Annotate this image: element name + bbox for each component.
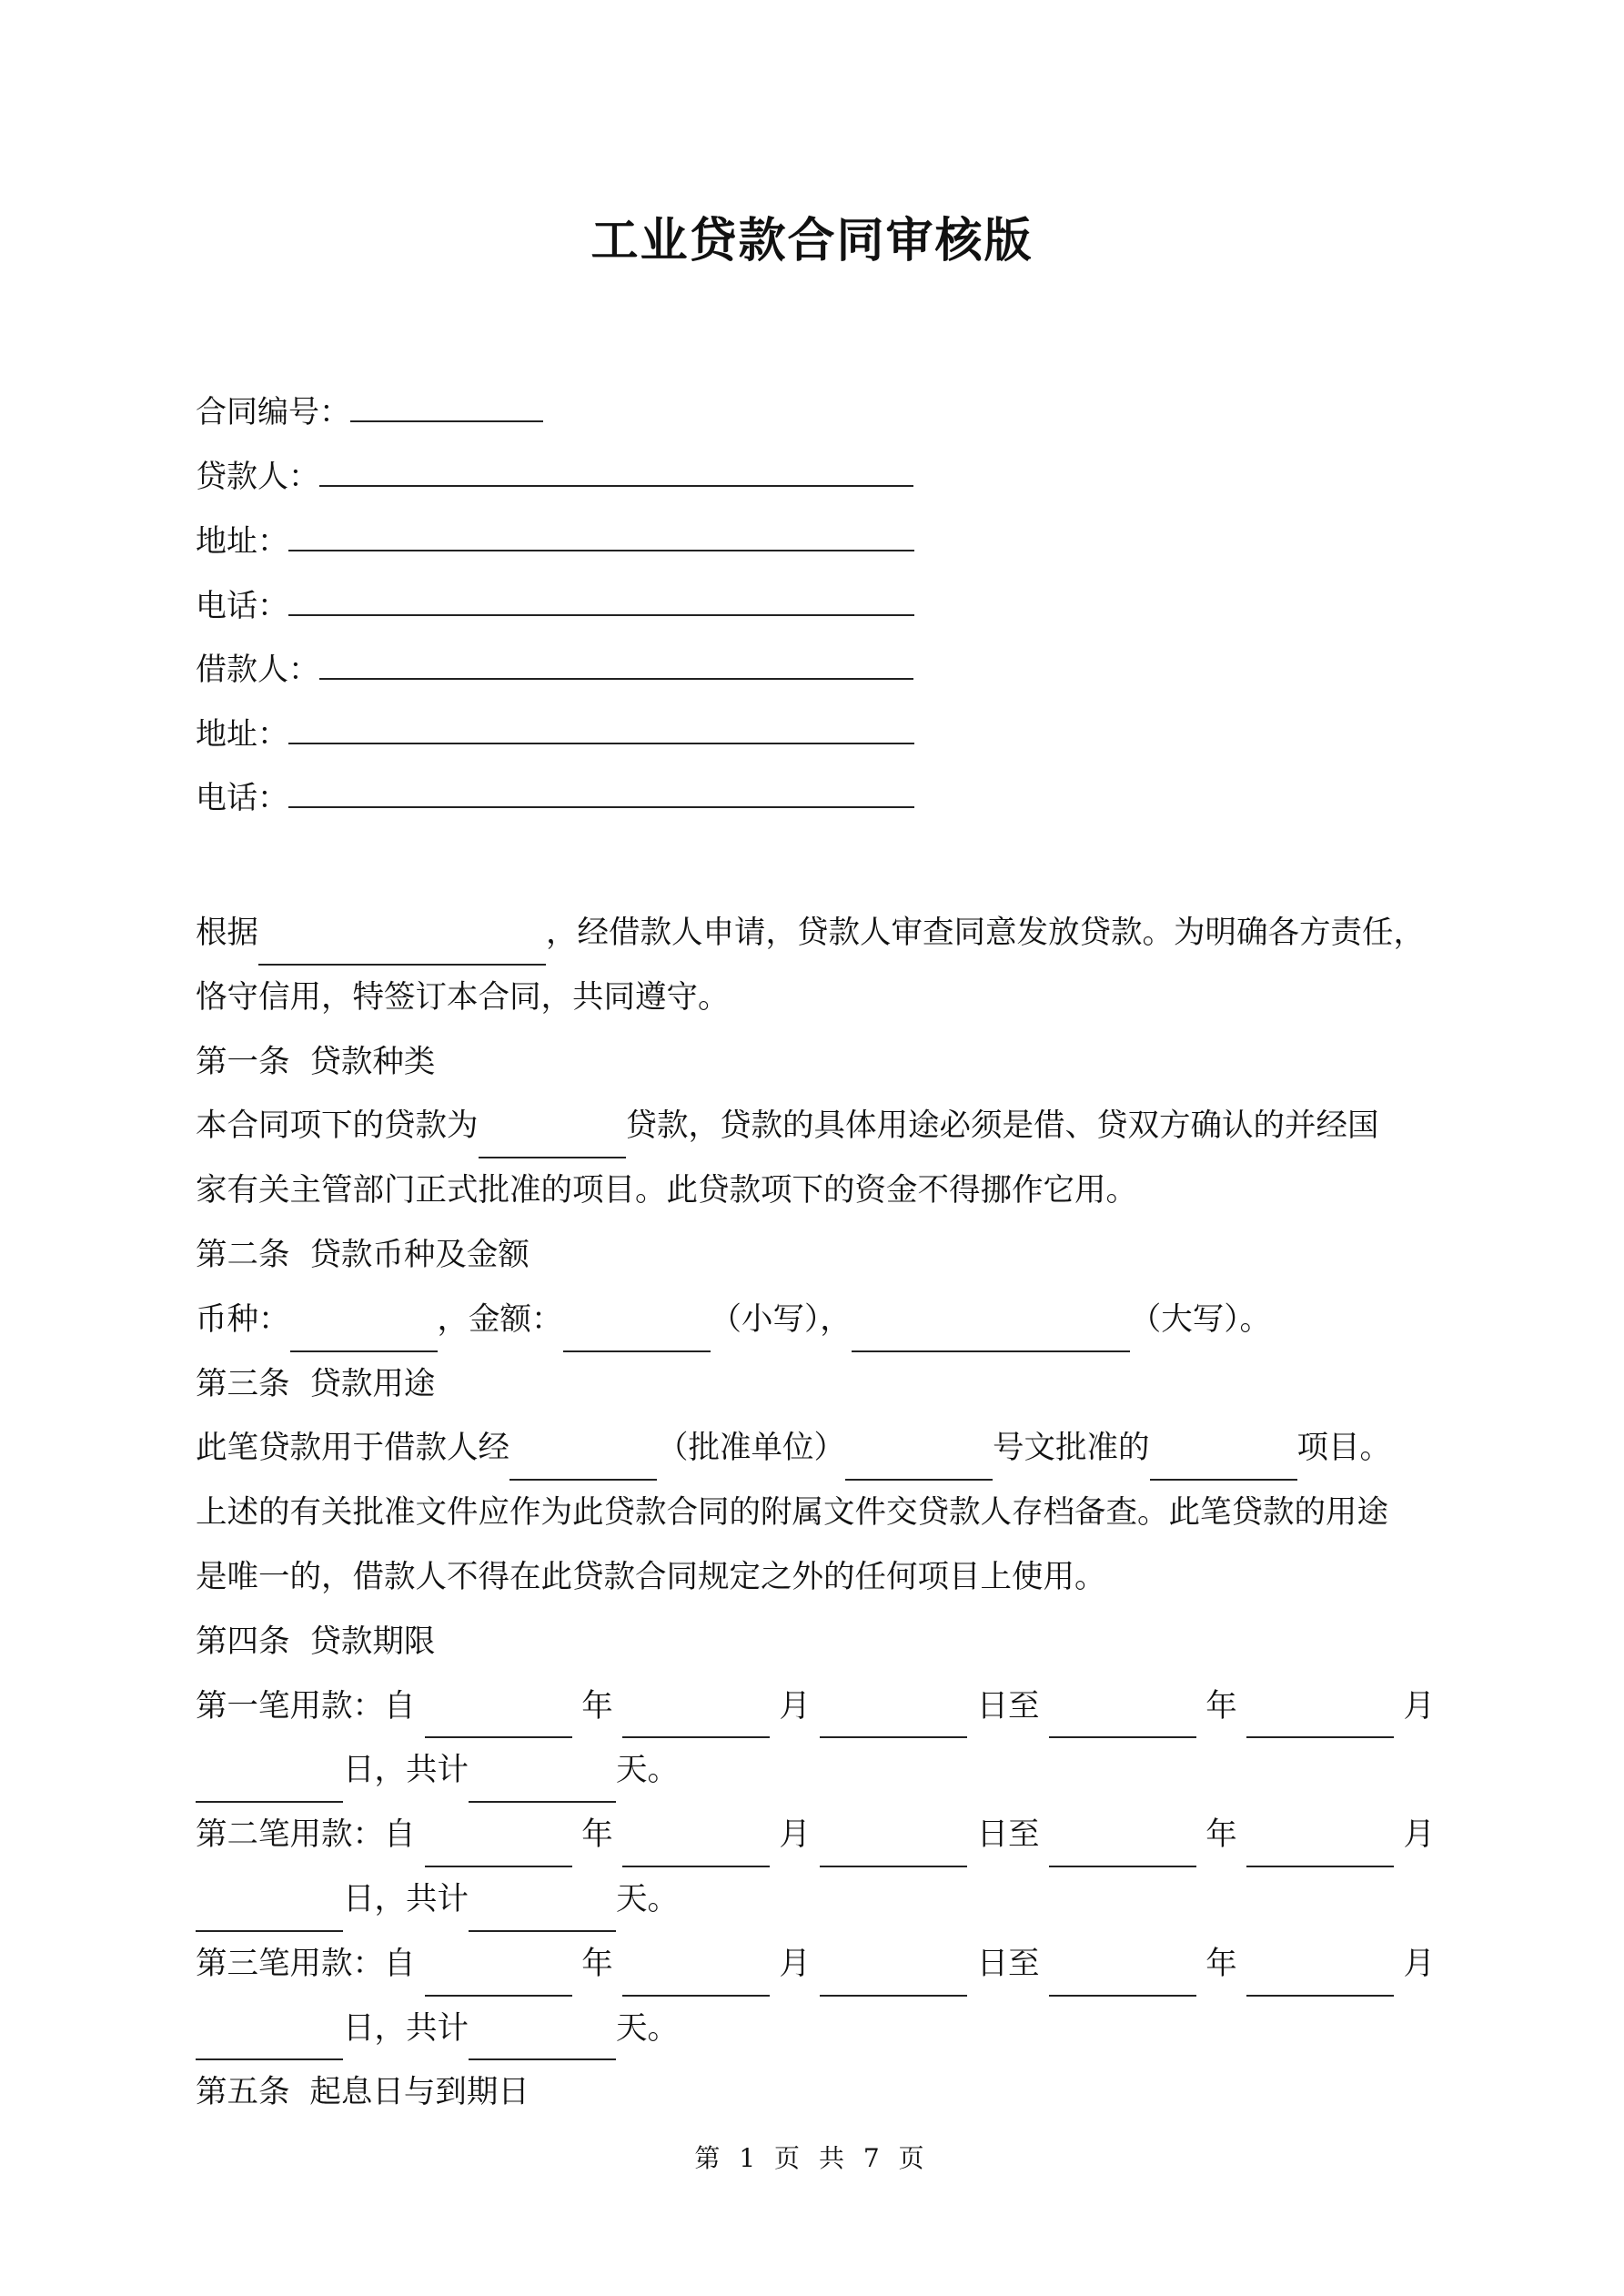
end-year-blank[interactable] [1049,1964,1196,1997]
article-1-line-2 [196,1158,1435,1223]
borrower-address-blank[interactable] [288,712,914,744]
text: 家有关主管部门正式批准的项目。此贷款项下的资金不得挪作它用。 [196,1172,1137,1209]
tranche-1-line-2 [196,1738,1435,1803]
text: 天。 [616,1880,679,1917]
field-label: 电话： [196,780,288,816]
currency-blank[interactable] [290,1320,438,1352]
text: 项目。 [1296,1430,1391,1467]
article-3-line-2 [196,1481,1435,1545]
lender-field [196,454,913,497]
document-number-blank[interactable] [845,1448,993,1481]
text: 日至 [976,1816,1040,1854]
approval-unit-blank[interactable] [509,1448,657,1481]
lender-address-field [196,519,914,561]
article-4-heading [196,1610,1435,1674]
field-label: 地址： [196,523,288,560]
text: 年 [581,1816,613,1854]
borrower-phone-field [196,775,914,818]
start-day-blank[interactable] [820,1705,967,1738]
tranche-3-line-2 [196,1997,1435,2061]
article-2-heading [196,1223,1435,1288]
article-5-heading [196,2060,1435,2125]
lender-phone-field [196,583,914,626]
text: 月 [779,1945,811,1982]
text: 日至 [976,1687,1040,1725]
text: 年 [1205,1945,1237,1982]
end-day-blank[interactable] [196,2028,343,2060]
field-label: 借款人： [196,652,319,688]
text: 是唯一的，借款人不得在此贷款合同规定之外的任何项目上使用。 [196,1558,1106,1595]
field-label: 贷款人： [196,459,319,495]
text: ，金额： [437,1300,563,1338]
article-1-heading [196,1030,1435,1095]
text: 日，共计 [343,1752,469,1789]
page-number: 第 1 页 共 7 页 [694,2143,930,2173]
start-month-blank[interactable] [622,1835,770,1867]
preamble-line-2 [196,966,1435,1030]
total-days-blank[interactable] [469,1899,616,1932]
end-month-blank[interactable] [1246,1705,1394,1738]
text: （小写）， [710,1300,852,1338]
end-day-blank[interactable] [196,1899,343,1932]
heading: 第四条 贷款期限 [196,1623,436,1660]
amount-small-blank[interactable] [563,1320,711,1352]
tranche-1-line-1 [196,1674,1435,1739]
text: 年 [1205,1816,1237,1854]
end-month-blank[interactable] [1246,1964,1394,1997]
contract-number-field [196,389,543,432]
preamble-line-1 [196,901,1435,966]
article-1-line-1 [196,1094,1435,1158]
text: 年 [581,1687,613,1725]
end-year-blank[interactable] [1049,1835,1196,1867]
start-year-blank[interactable] [425,1705,572,1738]
total-days-blank[interactable] [469,1770,616,1803]
heading: 第五条 起息日与到期日 [196,2074,530,2111]
heading: 第二条 贷款币种及金额 [196,1236,530,1273]
article-3-line-1 [196,1416,1435,1481]
text: 上述的有关批准文件应作为此贷款合同的附属文件交贷款人存档备查。此笔贷款的用途 [196,1494,1388,1532]
lender-phone-blank[interactable] [288,583,914,616]
tranche-3-line-1 [196,1932,1435,1997]
text: 日，共计 [343,1880,469,1917]
start-day-blank[interactable] [820,1835,967,1867]
text: 天。 [616,1752,679,1789]
text: （批准单位） [657,1430,845,1467]
start-year-blank[interactable] [425,1835,572,1867]
text: 币种： [196,1300,290,1338]
loan-type-blank[interactable] [479,1126,626,1158]
text: 日至 [976,1945,1040,1982]
total-days-blank[interactable] [469,2028,616,2060]
text: 日，共计 [343,2009,469,2047]
text: 年 [581,1945,613,1982]
amount-big-blank[interactable] [852,1320,1130,1352]
borrower-blank[interactable] [319,647,913,680]
end-day-blank[interactable] [196,1770,343,1803]
text: 本合同项下的贷款为 [196,1108,479,1145]
tranche-label: 第一笔用款：自 [196,1687,416,1725]
text: （大写）。 [1129,1300,1271,1338]
end-month-blank[interactable] [1246,1835,1394,1867]
article-3-heading [196,1352,1435,1417]
borrower-address-field [196,712,914,754]
field-label: 电话： [196,588,288,624]
start-day-blank[interactable] [820,1964,967,1997]
start-month-blank[interactable] [622,1964,770,1997]
article-3-line-3 [196,1545,1435,1610]
field-label: 合同编号： [196,394,350,430]
tranche-label: 第三笔用款：自 [196,1945,416,1982]
text: 月 [1403,1816,1435,1854]
borrower-phone-blank[interactable] [288,775,914,808]
text: 号文批准的 [993,1430,1150,1467]
text: 年 [1205,1687,1237,1725]
document-title: 工业贷款合同审核版 [590,213,1034,268]
text: 天。 [616,2009,679,2047]
basis-blank[interactable] [258,933,546,966]
text: ，经借款人申请，贷款人审查同意发放贷款。为明确各方责任， [546,915,1425,951]
lender-address-blank[interactable] [288,519,914,551]
start-month-blank[interactable] [622,1705,770,1738]
text: 根据 [196,915,258,951]
text: 恪守信用，特签订本合同，共同遵守。 [196,978,730,1016]
contract-body [196,901,1435,2125]
project-blank[interactable] [1150,1448,1297,1481]
field-label: 地址： [196,716,288,753]
heading: 第三条 贷款用途 [196,1365,436,1402]
tranche-2-line-2 [196,1867,1435,1932]
end-year-blank[interactable] [1049,1705,1196,1738]
text: 月 [779,1687,811,1725]
start-year-blank[interactable] [425,1964,572,1997]
text: 月 [1403,1945,1435,1982]
text: 月 [779,1816,811,1854]
contract-number-blank[interactable] [350,389,543,422]
text: 此笔贷款用于借款人经 [196,1430,509,1467]
article-2-line-1 [196,1288,1435,1352]
tranche-label: 第二笔用款：自 [196,1816,416,1854]
text: 贷款，贷款的具体用途必须是借、贷双方确认的并经国 [625,1108,1379,1145]
text: 月 [1403,1687,1435,1725]
tranche-2-line-1 [196,1803,1435,1867]
heading: 第一条 贷款种类 [196,1043,436,1080]
lender-blank[interactable] [319,454,913,487]
borrower-field [196,647,913,690]
